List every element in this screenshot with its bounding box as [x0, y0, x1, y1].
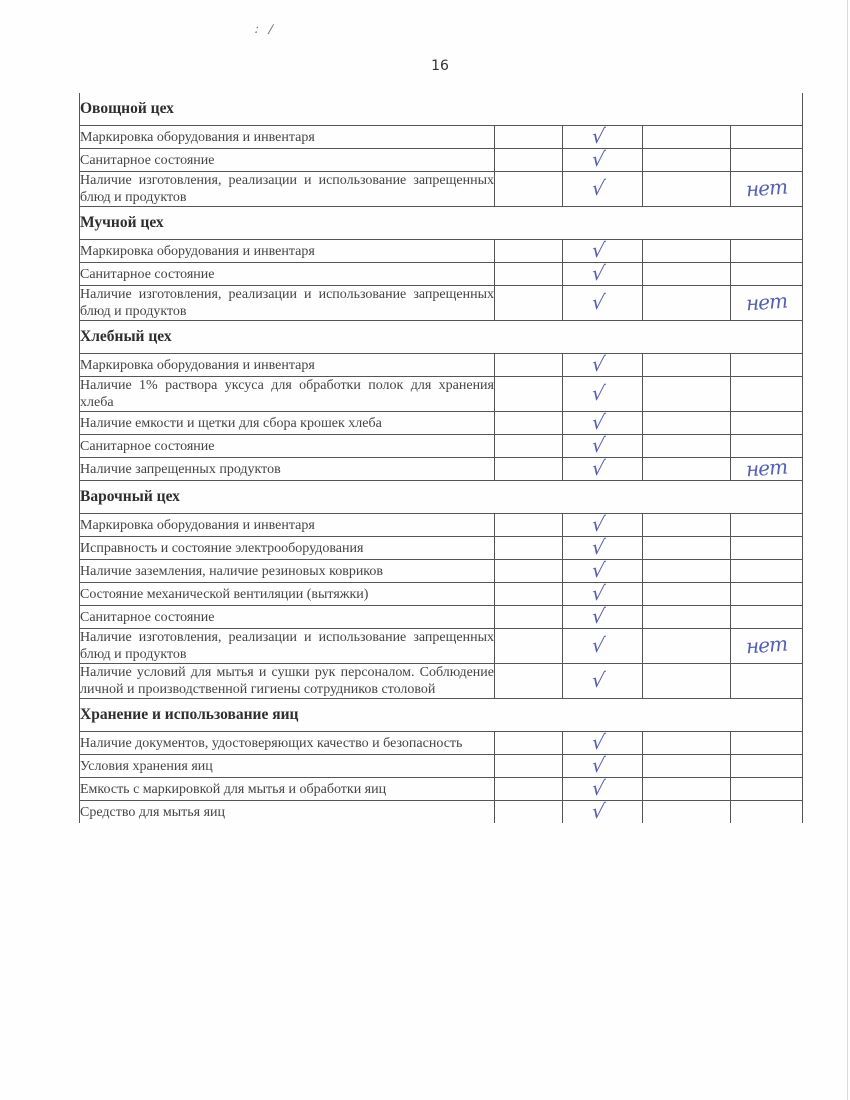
column-4-cell [731, 537, 803, 560]
column-2-cell [563, 732, 643, 755]
checklist-row [80, 149, 803, 172]
column-2-cell [563, 801, 643, 824]
checklist-row [80, 801, 803, 824]
column-4-cell [731, 149, 803, 172]
column-1-cell [495, 458, 563, 481]
column-1-cell [495, 286, 563, 321]
checklist-row [80, 755, 803, 778]
column-3-cell [643, 263, 731, 286]
checklist-body [80, 93, 803, 823]
checkmark-icon: √ [590, 730, 607, 754]
checklist-row [80, 354, 803, 377]
column-1-cell [495, 126, 563, 149]
criterion-label: Маркировка оборудования и инвентаря [80, 129, 315, 145]
column-1-cell [495, 435, 563, 458]
column-3-cell [643, 172, 731, 207]
criterion-label-cell [80, 514, 495, 537]
column-1-cell [495, 537, 563, 560]
inspection-checklist-table [79, 93, 803, 823]
section-header-row [80, 699, 803, 732]
column-2-cell [563, 755, 643, 778]
criterion-label: Санитарное состояние [80, 438, 215, 454]
column-4-cell [731, 801, 803, 824]
column-3-cell [643, 435, 731, 458]
column-1-cell [495, 377, 563, 412]
criterion-label-cell [80, 537, 495, 560]
handwritten-note: нет [745, 288, 788, 316]
checkmark-icon: √ [590, 290, 607, 314]
column-1-cell [495, 560, 563, 583]
column-3-cell [643, 801, 731, 824]
column-2-cell [563, 377, 643, 412]
checkmark-icon: √ [590, 776, 607, 800]
criterion-label: Маркировка оборудования и инвентаря [80, 243, 315, 259]
column-2-cell [563, 286, 643, 321]
column-3-cell [643, 537, 731, 560]
checkmark-icon: √ [590, 799, 607, 823]
column-2-cell [563, 412, 643, 435]
criterion-label-cell [80, 149, 495, 172]
checkmark-icon: √ [590, 512, 607, 536]
criterion-label-cell [80, 263, 495, 286]
column-1-cell [495, 514, 563, 537]
criterion-label-cell [80, 732, 495, 755]
criterion-label: Исправность и состояние электрооборудования [80, 540, 364, 556]
checkmark-icon: √ [590, 604, 607, 628]
column-1-cell [495, 240, 563, 263]
checkmark-icon: √ [590, 381, 607, 405]
checklist-row [80, 514, 803, 537]
checkmark-icon: √ [590, 456, 607, 480]
checkmark-icon: √ [590, 124, 607, 148]
column-3-cell [643, 664, 731, 699]
column-1-cell [495, 801, 563, 824]
criterion-label: Состояние механической вентиляции (вытяжки) [80, 586, 369, 602]
checkmark-icon: √ [590, 410, 607, 434]
handwritten-note: нет [745, 454, 788, 482]
column-4-cell [731, 732, 803, 755]
column-1-cell [495, 629, 563, 664]
column-4-cell [731, 412, 803, 435]
column-3-cell [643, 514, 731, 537]
checkmark-icon: √ [590, 558, 607, 582]
checklist-row [80, 126, 803, 149]
column-4-cell [731, 778, 803, 801]
column-3-cell [643, 629, 731, 664]
column-4-cell [731, 240, 803, 263]
criterion-label-cell [80, 629, 495, 664]
criterion-label: Маркировка оборудования и инвентаря [80, 517, 315, 533]
column-2-cell [563, 458, 643, 481]
column-2-cell [563, 560, 643, 583]
checklist-row [80, 629, 803, 664]
criterion-label-cell [80, 126, 495, 149]
criterion-label-cell [80, 778, 495, 801]
column-2-cell [563, 172, 643, 207]
criterion-label-cell [80, 240, 495, 263]
criterion-label-cell [80, 377, 495, 412]
criterion-label: Емкость с маркировкой для мытья и обработки яиц [80, 781, 387, 797]
section-title: Варочный цех [80, 481, 803, 514]
column-3-cell [643, 286, 731, 321]
column-2-cell [563, 664, 643, 699]
criterion-label-cell [80, 606, 495, 629]
section-header-row [80, 321, 803, 354]
criterion-label: Наличие 1% раствора уксуса для обработки полок для хранения хлеба [80, 378, 494, 410]
criterion-label: Наличие запрещенных продуктов [80, 461, 281, 477]
column-4-cell [731, 514, 803, 537]
column-3-cell [643, 412, 731, 435]
checklist-row [80, 435, 803, 458]
column-3-cell [643, 149, 731, 172]
column-1-cell [495, 263, 563, 286]
column-1-cell [495, 583, 563, 606]
checklist-row [80, 263, 803, 286]
checklist-row [80, 778, 803, 801]
column-4-cell [731, 606, 803, 629]
criterion-label: Наличие изготовления, реализации и использование запрещенных блюд и продуктов [80, 630, 494, 662]
criterion-label: Условия хранения яиц [80, 758, 213, 774]
column-3-cell [643, 377, 731, 412]
section-title: Хлебный цех [80, 321, 803, 354]
criterion-label: Наличие документов, удостоверяющих качество и безопасность [80, 735, 463, 751]
criterion-label: Санитарное состояние [80, 266, 215, 282]
column-4-cell [731, 263, 803, 286]
checklist-row [80, 240, 803, 263]
column-2-cell [563, 583, 643, 606]
column-2-cell [563, 354, 643, 377]
criterion-label: Средство для мытья яиц [80, 804, 226, 820]
criterion-label: Наличие емкости и щетки для сбора крошек хлеба [80, 415, 382, 431]
column-2-cell [563, 606, 643, 629]
column-2-cell [563, 435, 643, 458]
column-4-cell [731, 755, 803, 778]
checklist-row [80, 377, 803, 412]
column-3-cell [643, 560, 731, 583]
column-3-cell [643, 606, 731, 629]
column-2-cell [563, 126, 643, 149]
checkmark-icon: √ [590, 176, 607, 200]
criterion-label-cell [80, 412, 495, 435]
column-1-cell [495, 664, 563, 699]
criterion-label-cell [80, 458, 495, 481]
column-4-cell [731, 664, 803, 699]
column-4-cell [731, 435, 803, 458]
scan-edge-line [847, 0, 848, 1100]
checkmark-icon: √ [590, 261, 607, 285]
column-3-cell [643, 126, 731, 149]
checkmark-icon: √ [590, 238, 607, 262]
checkmark-icon: √ [590, 535, 607, 559]
column-2-cell [563, 240, 643, 263]
column-1-cell [495, 732, 563, 755]
column-4-cell [731, 172, 803, 207]
column-3-cell [643, 458, 731, 481]
checkmark-icon: √ [590, 753, 607, 777]
column-2-cell [563, 149, 643, 172]
checklist-row [80, 583, 803, 606]
checkmark-icon: √ [590, 581, 607, 605]
column-3-cell [643, 755, 731, 778]
section-title: Овощной цех [80, 93, 803, 126]
criterion-label-cell [80, 435, 495, 458]
criterion-label: Маркировка оборудования и инвентаря [80, 357, 315, 373]
column-2-cell [563, 537, 643, 560]
criterion-label-cell [80, 755, 495, 778]
checklist-row [80, 732, 803, 755]
criterion-label-cell [80, 172, 495, 207]
column-1-cell [495, 778, 563, 801]
column-2-cell [563, 263, 643, 286]
checklist-row [80, 412, 803, 435]
checklist-row [80, 606, 803, 629]
column-4-cell [731, 126, 803, 149]
column-3-cell [643, 732, 731, 755]
column-3-cell [643, 583, 731, 606]
column-1-cell [495, 755, 563, 778]
checkmark-icon: √ [590, 633, 607, 657]
scan-artifact-marks: : / [253, 22, 278, 36]
column-2-cell [563, 629, 643, 664]
checklist-row [80, 286, 803, 321]
page-number: 16 [431, 58, 449, 74]
criterion-label-cell [80, 560, 495, 583]
section-title: Мучной цех [80, 207, 803, 240]
handwritten-note: нет [745, 174, 788, 202]
column-4-cell [731, 560, 803, 583]
criterion-label: Наличие условий для мытья и сушки рук персоналом. Соблюдение личной и производственной гигиены сотрудников столовой [80, 665, 494, 697]
criterion-label-cell [80, 286, 495, 321]
criterion-label: Наличие изготовления, реализации и использование запрещенных блюд и продуктов [80, 287, 494, 319]
checkmark-icon: √ [590, 668, 607, 692]
criterion-label: Наличие изготовления, реализации и использование запрещенных блюд и продуктов [80, 173, 494, 205]
criterion-label: Наличие заземления, наличие резиновых ковриков [80, 563, 384, 579]
criterion-label-cell [80, 583, 495, 606]
column-1-cell [495, 354, 563, 377]
criterion-label-cell [80, 664, 495, 699]
column-3-cell [643, 778, 731, 801]
column-4-cell [731, 377, 803, 412]
column-1-cell [495, 412, 563, 435]
section-header-row [80, 481, 803, 514]
checklist-row [80, 458, 803, 481]
column-3-cell [643, 354, 731, 377]
column-1-cell [495, 172, 563, 207]
criterion-label: Санитарное состояние [80, 152, 215, 168]
checkmark-icon: √ [590, 147, 607, 171]
column-2-cell [563, 778, 643, 801]
section-header-row [80, 207, 803, 240]
column-4-cell [731, 454, 803, 482]
column-2-cell [563, 514, 643, 537]
column-4-cell [731, 354, 803, 377]
checklist-row [80, 537, 803, 560]
criterion-label-cell [80, 354, 495, 377]
checklist-row [80, 664, 803, 699]
section-title: Хранение и использование яиц [80, 699, 803, 732]
checkmark-icon: √ [590, 433, 607, 457]
column-1-cell [495, 606, 563, 629]
column-4-cell [731, 629, 803, 664]
checklist-row [80, 172, 803, 207]
criterion-label: Санитарное состояние [80, 609, 215, 625]
section-header-row [80, 93, 803, 126]
handwritten-note: нет [745, 631, 788, 659]
column-4-cell [731, 583, 803, 606]
criterion-label-cell [80, 801, 495, 824]
column-3-cell [643, 240, 731, 263]
checklist-row [80, 560, 803, 583]
checkmark-icon: √ [590, 352, 607, 376]
column-1-cell [495, 149, 563, 172]
column-4-cell [731, 286, 803, 321]
